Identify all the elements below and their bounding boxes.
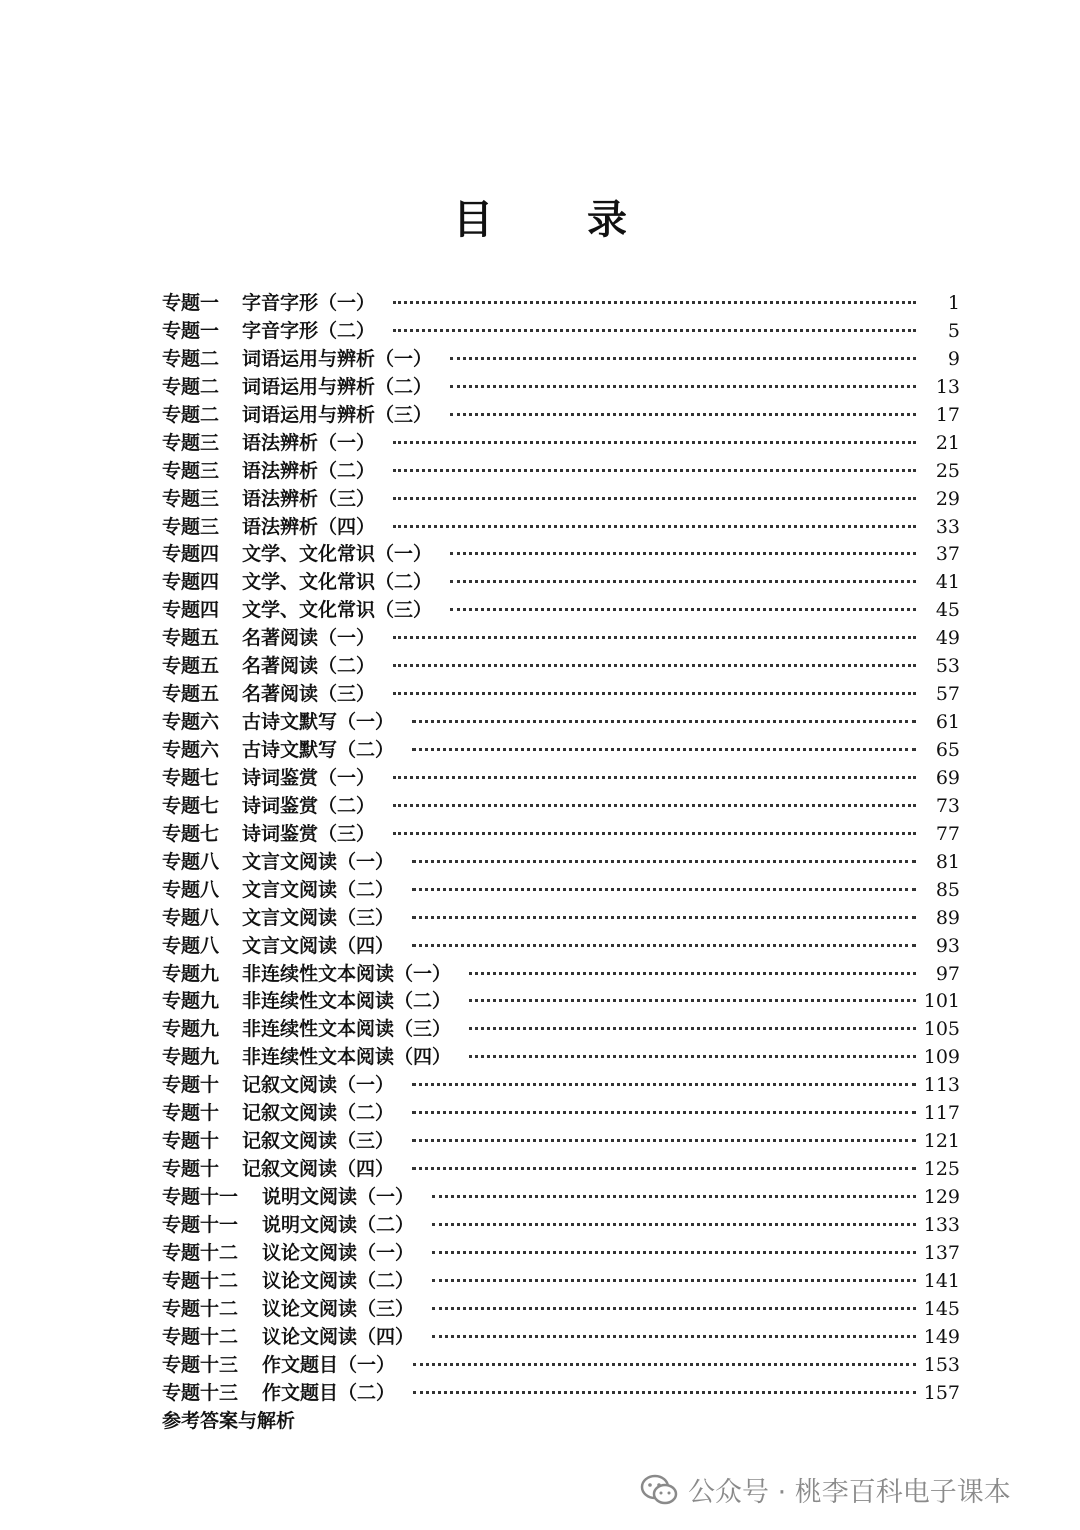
toc-page-number: 25 — [935, 459, 960, 482]
toc-section-title: 文学、文化常识（二） — [242, 571, 433, 594]
toc-page-number: 77 — [935, 822, 960, 845]
toc-topic: 专题十 — [162, 1074, 220, 1097]
toc-entry — [162, 651, 960, 679]
toc-section-title: 字音字形（二） — [242, 319, 376, 342]
dot-leader — [393, 692, 916, 695]
toc-topic: 专题六 — [162, 739, 220, 761]
toc-page-number: 9 — [947, 347, 960, 370]
toc-section-title: 名著阅读（二） — [242, 655, 376, 678]
toc-section-title: 诗词鉴赏（一） — [242, 766, 376, 789]
dot-leader — [393, 525, 916, 528]
dot-leader — [412, 748, 916, 751]
toc-page-number: 45 — [935, 599, 960, 622]
toc-entry — [162, 539, 960, 567]
toc-page-number: 109 — [923, 1046, 960, 1069]
toc-topic: 专题二 — [162, 347, 220, 370]
toc-entry — [162, 1098, 960, 1126]
toc-topic: 专题九 — [162, 1018, 220, 1041]
toc-entry — [162, 1014, 960, 1042]
dot-leader — [412, 1111, 916, 1114]
toc-entry — [162, 986, 960, 1014]
toc-section-title: 作文题目（二） — [262, 1381, 396, 1404]
toc-entry — [162, 316, 960, 344]
toc-section-title: 古诗文默写（一） — [242, 711, 395, 734]
dot-leader — [412, 860, 916, 863]
toc-topic: 专题二 — [162, 403, 220, 426]
toc-entry — [162, 875, 960, 903]
toc-page-number: 65 — [935, 739, 960, 761]
toc-topic: 专题十一 — [162, 1186, 239, 1208]
toc-page-number: 149 — [923, 1325, 960, 1348]
toc-entry — [162, 1210, 960, 1238]
dot-leader — [412, 916, 916, 919]
toc-entry — [162, 1294, 960, 1322]
toc-page-number: 137 — [923, 1241, 960, 1264]
toc-section-title: 古诗文默写（二） — [242, 739, 395, 761]
toc-topic: 专题九 — [162, 962, 220, 985]
toc-topic: 专题九 — [162, 990, 220, 1013]
toc-topic: 专题一 — [162, 319, 220, 342]
dot-leader — [469, 1027, 916, 1030]
toc-entry — [162, 931, 960, 959]
toc-entry — [162, 595, 960, 623]
toc-page-number: 61 — [935, 711, 960, 734]
toc-page-number: 69 — [935, 766, 960, 789]
toc-page-number: 121 — [923, 1130, 960, 1153]
toc-page-number: 125 — [923, 1158, 960, 1181]
toc-topic: 专题十二 — [162, 1241, 239, 1264]
toc-topic: 专题十二 — [162, 1325, 239, 1348]
toc-section-title: 诗词鉴赏（三） — [242, 822, 376, 845]
dot-leader — [469, 1055, 916, 1058]
dot-leader — [469, 972, 916, 975]
dot-leader — [412, 1139, 916, 1142]
toc-entry — [162, 735, 960, 763]
toc-section-title: 记叙文阅读（四） — [242, 1158, 395, 1181]
toc-page-number: 145 — [923, 1297, 960, 1320]
toc-section-title: 非连续性文本阅读（二） — [242, 990, 452, 1013]
toc-section-title: 非连续性文本阅读（四） — [242, 1046, 452, 1069]
toc-topic: 专题十三 — [162, 1381, 239, 1404]
toc-page-number: 153 — [923, 1353, 960, 1376]
toc-section-title: 记叙文阅读（二） — [242, 1102, 395, 1125]
dot-leader — [413, 1363, 916, 1366]
wechat-icon — [640, 1474, 678, 1506]
toc-entry — [162, 903, 960, 931]
toc-section-title: 记叙文阅读（三） — [242, 1130, 395, 1153]
toc-page-number: 5 — [947, 319, 960, 342]
toc-page-number: 129 — [923, 1186, 960, 1208]
toc-section-title: 文言文阅读（一） — [242, 850, 395, 873]
toc-section-title: 文言文阅读（三） — [242, 906, 395, 929]
toc-section-title: 语法辨析（一） — [242, 431, 376, 454]
toc-page-number: 113 — [923, 1074, 960, 1097]
dot-leader — [393, 301, 916, 304]
toc-entry — [162, 623, 960, 651]
toc-page-number: 89 — [935, 906, 960, 929]
toc-topic: 专题三 — [162, 431, 220, 454]
toc-page-number: 33 — [935, 515, 960, 538]
dot-leader — [393, 441, 916, 444]
toc-section-title: 非连续性文本阅读（一） — [242, 962, 452, 985]
dot-leader — [393, 636, 916, 639]
toc-entry — [162, 1378, 960, 1406]
toc-topic: 专题八 — [162, 850, 220, 873]
toc-topic: 专题十一 — [162, 1213, 239, 1236]
toc-page-number: 73 — [935, 794, 960, 817]
toc-topic: 专题三 — [162, 487, 220, 510]
toc-section-title: 非连续性文本阅读（三） — [242, 1018, 452, 1041]
dot-leader — [412, 1167, 916, 1170]
toc-page-number: 21 — [935, 431, 960, 454]
page-title: 目 录 — [453, 196, 667, 243]
dot-leader — [393, 664, 916, 667]
dot-leader — [450, 385, 916, 388]
toc-section-title: 作文题目（一） — [262, 1353, 396, 1376]
dot-leader — [393, 804, 916, 807]
toc-topic: 专题五 — [162, 683, 220, 706]
toc-entry — [162, 400, 960, 428]
toc-entry — [162, 512, 960, 540]
dot-leader — [412, 720, 916, 723]
toc-page-number: 141 — [923, 1269, 960, 1292]
toc-page-number: 13 — [935, 375, 960, 398]
dot-leader — [393, 832, 916, 835]
dot-leader — [432, 1223, 916, 1226]
toc-section-title: 文言文阅读（二） — [242, 878, 395, 901]
toc-section-title: 名著阅读（一） — [242, 627, 376, 650]
dot-leader — [412, 1083, 916, 1086]
toc-topic: 专题三 — [162, 515, 220, 538]
toc-section-title: 词语运用与辨析（二） — [242, 375, 433, 398]
dot-leader — [393, 329, 916, 332]
toc-section-title: 字音字形（一） — [242, 292, 376, 314]
toc-section-title: 词语运用与辨析（三） — [242, 403, 433, 426]
dot-leader — [432, 1307, 916, 1310]
toc-section-title: 说明文阅读（二） — [262, 1213, 415, 1236]
toc-page-number: 81 — [935, 850, 960, 873]
toc-entry — [162, 1042, 960, 1070]
toc-page-number: 133 — [923, 1213, 960, 1236]
toc-section-title: 议论文阅读（四） — [262, 1325, 415, 1348]
toc-page-number: 85 — [935, 878, 960, 901]
dot-leader — [393, 469, 916, 472]
toc-topic: 专题七 — [162, 766, 220, 789]
dot-leader — [413, 1391, 916, 1394]
toc-page-number: 105 — [923, 1018, 960, 1041]
toc-section-title: 名著阅读（三） — [242, 683, 376, 706]
dot-leader — [450, 552, 916, 555]
toc-page-number: 29 — [935, 487, 960, 510]
dot-leader — [450, 357, 916, 360]
toc-entry — [162, 1266, 960, 1294]
toc-page-number: 1 — [947, 292, 960, 314]
toc-page-number: 49 — [935, 627, 960, 650]
toc-entry — [162, 1126, 960, 1154]
toc-page-number: 57 — [935, 683, 960, 706]
toc-topic: 专题八 — [162, 906, 220, 929]
dot-leader — [432, 1251, 916, 1254]
table-of-contents — [162, 288, 960, 1406]
toc-section-title: 词语运用与辨析（一） — [242, 347, 433, 370]
toc-entry — [162, 1238, 960, 1266]
toc-entry — [162, 1070, 960, 1098]
toc-entry — [162, 819, 960, 847]
toc-topic: 专题五 — [162, 655, 220, 678]
toc-entry — [162, 344, 960, 372]
toc-entry — [162, 567, 960, 595]
toc-page-number: 37 — [935, 543, 960, 566]
dot-leader — [393, 497, 916, 500]
toc-page-number: 17 — [935, 403, 960, 426]
toc-topic: 专题一 — [162, 292, 220, 314]
toc-entry — [162, 456, 960, 484]
toc-topic: 专题三 — [162, 459, 220, 482]
toc-topic: 专题八 — [162, 878, 220, 901]
toc-topic: 专题八 — [162, 934, 220, 957]
toc-entry — [162, 288, 960, 316]
answers-heading: 参考答案与解析 — [162, 1410, 296, 1432]
watermark-text: 公众号 · 桃李百科电子课本 — [688, 1477, 1011, 1508]
toc-section-title: 语法辨析（三） — [242, 487, 376, 510]
dot-leader — [432, 1279, 916, 1282]
toc-section-title: 说明文阅读（一） — [262, 1186, 415, 1208]
toc-section-title: 语法辨析（四） — [242, 515, 376, 538]
toc-entry — [162, 1154, 960, 1182]
toc-section-title: 议论文阅读（三） — [262, 1297, 415, 1320]
toc-topic: 专题四 — [162, 543, 220, 566]
dot-leader — [432, 1195, 916, 1198]
toc-section-title: 语法辨析（二） — [242, 459, 376, 482]
toc-entry — [162, 1322, 960, 1350]
toc-topic: 专题十 — [162, 1130, 220, 1153]
toc-topic: 专题五 — [162, 627, 220, 650]
toc-topic: 专题十 — [162, 1158, 220, 1181]
toc-section-title: 文学、文化常识（三） — [242, 599, 433, 622]
toc-entry — [162, 847, 960, 875]
toc-page-number: 101 — [923, 990, 960, 1013]
dot-leader — [450, 413, 916, 416]
toc-topic: 专题四 — [162, 599, 220, 622]
toc-section-title: 议论文阅读（一） — [262, 1241, 415, 1264]
toc-section-title: 文学、文化常识（一） — [242, 543, 433, 566]
dot-leader — [450, 608, 916, 611]
toc-page-number: 53 — [935, 655, 960, 678]
toc-topic: 专题七 — [162, 822, 220, 845]
toc-topic: 专题二 — [162, 375, 220, 398]
toc-entry — [162, 791, 960, 819]
dot-leader — [432, 1335, 916, 1338]
toc-topic: 专题十三 — [162, 1353, 239, 1376]
toc-topic: 专题十二 — [162, 1269, 239, 1292]
toc-section-title: 诗词鉴赏（二） — [242, 794, 376, 817]
dot-leader — [450, 580, 916, 583]
dot-leader — [412, 888, 916, 891]
toc-page-number: 117 — [923, 1102, 960, 1125]
toc-topic: 专题十二 — [162, 1297, 239, 1320]
dot-leader — [469, 999, 916, 1002]
toc-entry — [162, 484, 960, 512]
toc-topic: 专题四 — [162, 571, 220, 594]
toc-page-number: 97 — [935, 962, 960, 985]
toc-section-title: 记叙文阅读（一） — [242, 1074, 395, 1097]
toc-entry — [162, 763, 960, 791]
toc-entry — [162, 372, 960, 400]
toc-page-number: 93 — [935, 934, 960, 957]
toc-topic: 专题七 — [162, 794, 220, 817]
toc-entry — [162, 1182, 960, 1210]
dot-leader — [412, 944, 916, 947]
toc-entry — [162, 428, 960, 456]
toc-topic: 专题十 — [162, 1102, 220, 1125]
toc-page-number: 41 — [935, 571, 960, 594]
toc-entry — [162, 959, 960, 987]
toc-entry — [162, 1350, 960, 1378]
watermark — [640, 1470, 1011, 1509]
toc-entry — [162, 679, 960, 707]
toc-section-title: 文言文阅读（四） — [242, 934, 395, 957]
toc-page-number: 157 — [923, 1381, 960, 1404]
toc-entry — [162, 707, 960, 735]
toc-section-title: 议论文阅读（二） — [262, 1269, 415, 1292]
dot-leader — [393, 776, 916, 779]
toc-topic: 专题九 — [162, 1046, 220, 1069]
toc-topic: 专题六 — [162, 711, 220, 734]
